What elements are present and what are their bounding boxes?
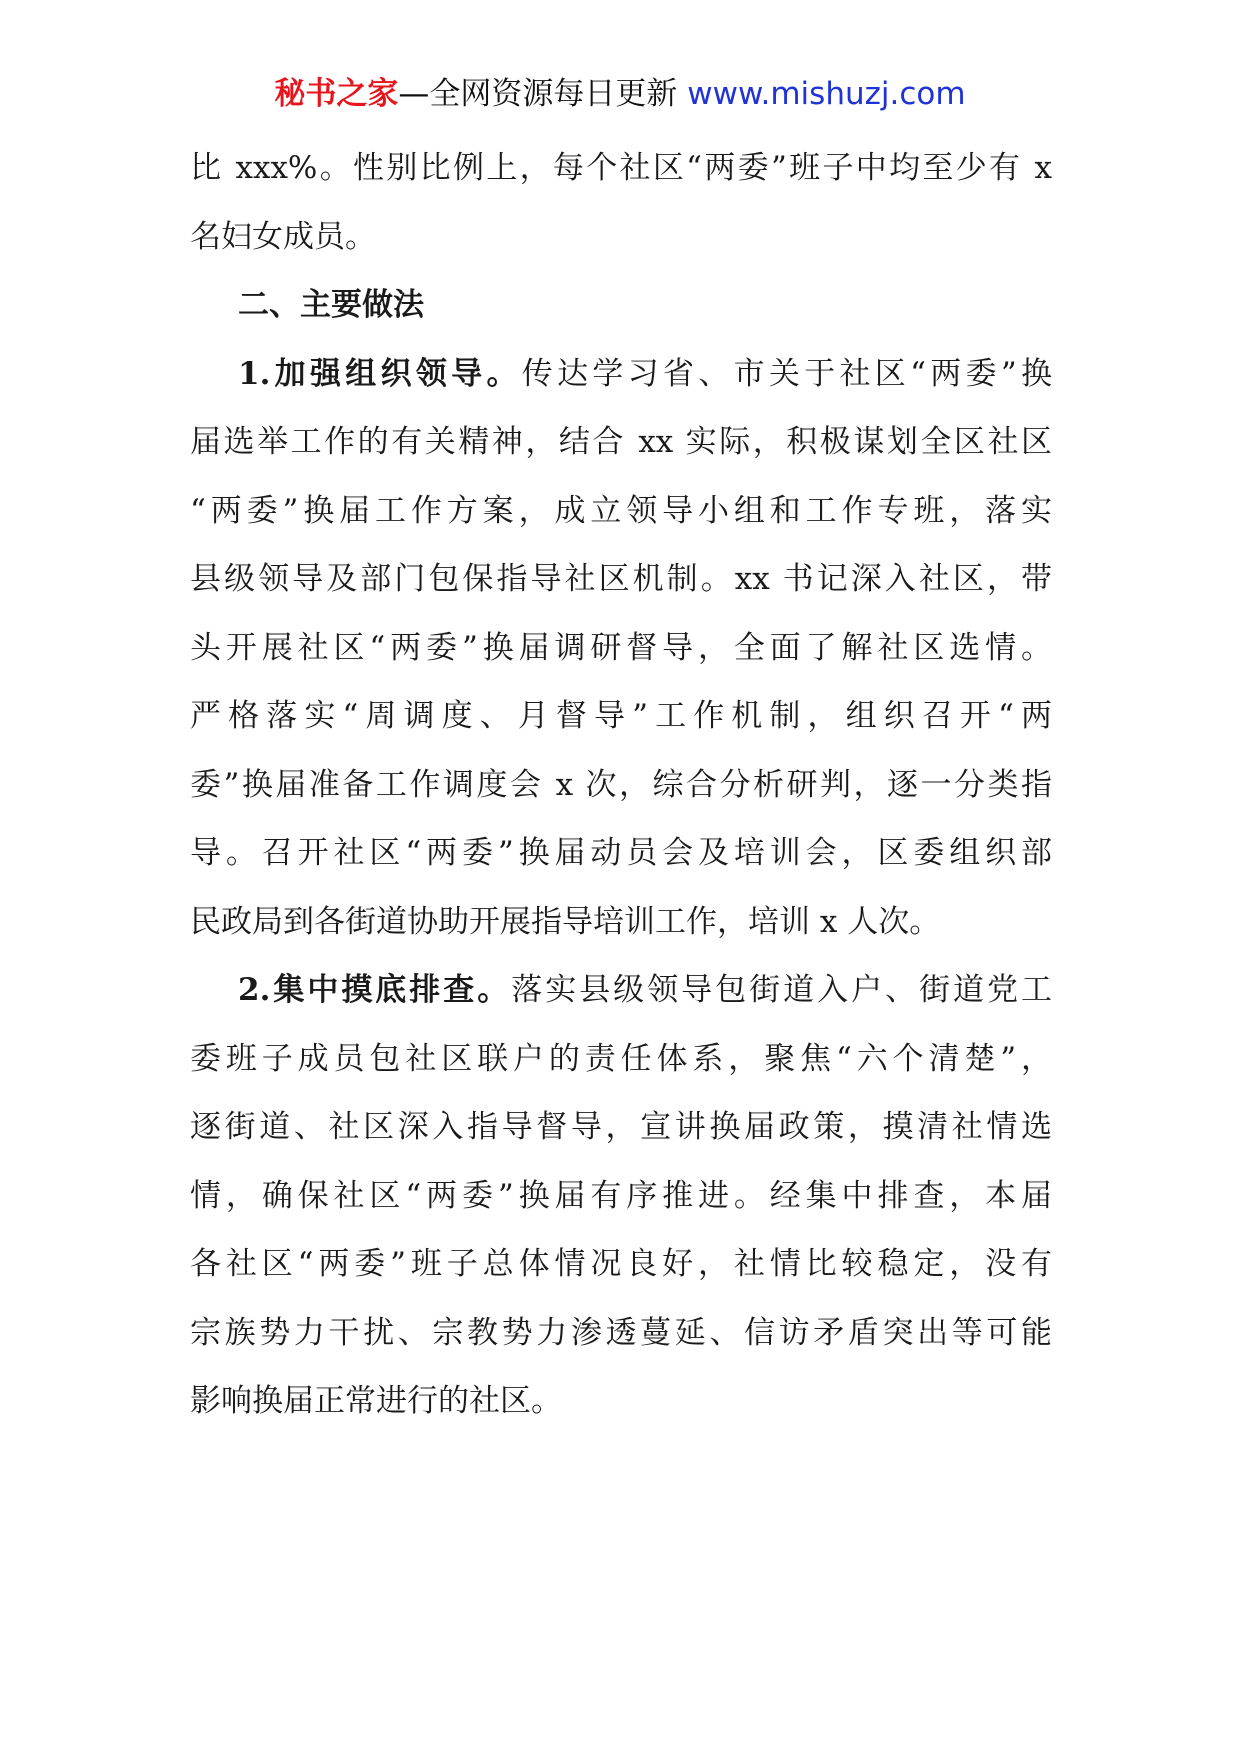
text-line: 影响换届正常进行的社区。 [190,1383,562,1419]
text-line: 逐街道、社区深入指导督导，宣讲换届政策，摸清社情选 [190,1109,1052,1145]
header-brand: 秘书之家 [274,76,399,112]
watermark-header [0,70,1240,118]
text-line: 县级领导及部门包保指导社区机制。xx 书记深入社区，带 [190,561,1052,597]
text-line: 民政局到各街道协助开展指导培训工作，培训 x 人次。 [190,903,941,940]
text-line: 头开展社区“两委”换届调研督导，全面了解社区选情。 [190,629,1052,666]
paragraph-lead: 1.加强组织领导。 [238,355,522,392]
paragraph-text: 传达学习省、市关于社区“两委”换 [521,355,1052,392]
text-line: 宗族势力干扰、宗教势力渗透蔓延、信访矛盾突出等可能 [190,1314,1052,1351]
text-line: 届选举工作的有关精神，结合 xx 实际，积极谋划全区社区 [190,424,1052,460]
text-line: 各社区“两委”班子总体情况良好，社情比较稳定，没有 [190,1246,1052,1282]
paragraph-first-line [190,340,1052,409]
paragraph-text: 落实县级领导包街道入户、街道党工 [511,972,1052,1008]
document-body [190,134,1052,1436]
text-line: 名妇女成员。 [190,218,376,255]
section-heading: 二、主要做法 [238,287,424,323]
text-line: “两委”换届工作方案，成立领导小组和工作专班，落实 [190,492,1052,529]
header-url: www.mishuzj.com [687,76,966,112]
text-line: 情，确保社区“两委”换届有序推进。经集中排查，本届 [190,1177,1052,1214]
text-line: 委”换届准备工作调度会 x 次，综合分析研判，逐一分类指 [190,766,1052,803]
text-line: 严格落实“周调度、月督导”工作机制，组织召开“两 [190,698,1052,734]
paragraph-first-line [190,956,1052,1025]
header-tagline: —全网资源每日更新 [398,76,678,112]
text-line: 比 xxx%。性别比例上，每个社区“两委”班子中均至少有 x [190,150,1052,186]
paragraph-lead: 2.集中摸底排查。 [238,972,512,1008]
text-line: 导。召开社区“两委”换届动员会及培训会，区委组织部 [190,835,1052,871]
text-line: 委班子成员包社区联户的责任体系，聚焦“六个清楚”， [190,1040,1052,1077]
